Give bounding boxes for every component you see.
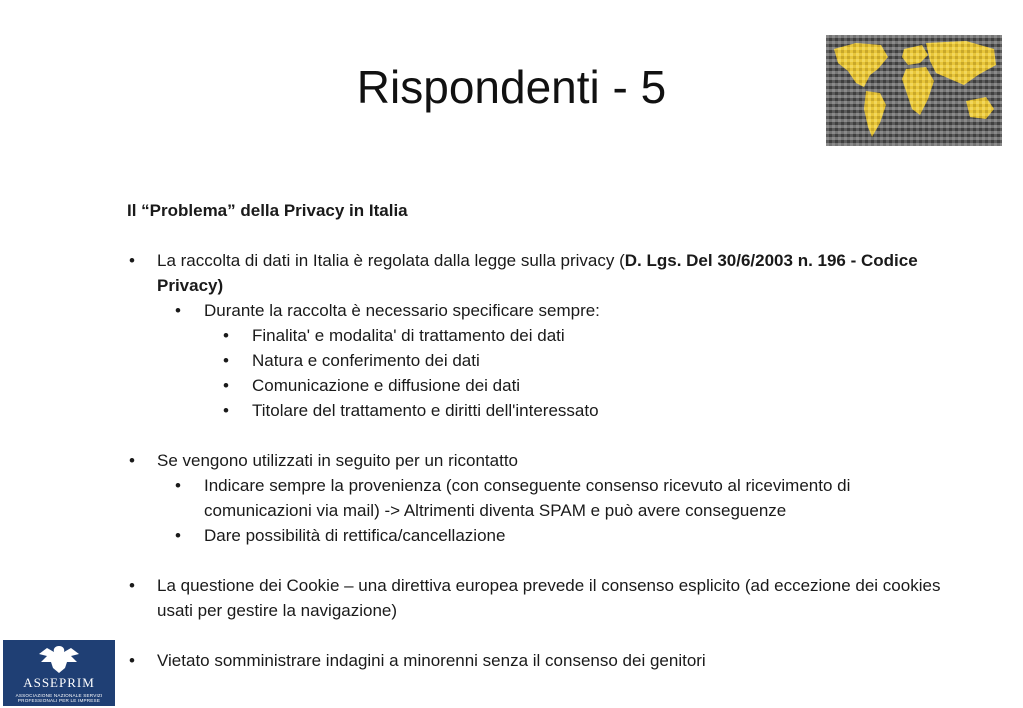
bullet-ricontatto-text: Se vengono utilizzati in seguito per un ricontatto: [157, 451, 519, 470]
slide-content: [127, 198, 947, 673]
bullet-durante: [127, 298, 947, 323]
asseprim-logo: [3, 640, 115, 706]
bullet-marker: •: [129, 251, 135, 270]
eagle-icon: [3, 640, 115, 676]
logo-name: ASSEPRIM: [23, 675, 95, 690]
bullet-marker: •: [175, 526, 181, 545]
bullet-raccolta-text: La raccolta di dati in Italia è regolata dalla legge sulla privacy (: [157, 251, 625, 270]
bullet-marker: •: [223, 376, 229, 395]
bullet-minorenni-text: Vietato somministrare indagini a minorenni senza il consenso dei genitori: [157, 651, 706, 670]
bullet-marker: •: [129, 651, 135, 670]
bullet-marker: •: [129, 576, 135, 595]
bullet-provenienza: [127, 473, 947, 523]
bullet-rettifica-text: Dare possibilità di rettifica/cancellazione: [204, 526, 506, 545]
bullet-rettifica: [127, 523, 947, 548]
bullet-raccolta-law: D. Lgs. Del 30/6/2003 n. 196 - Codice Privacy): [157, 251, 918, 295]
spacer: [127, 423, 947, 448]
bullet-finalita: [127, 323, 947, 348]
bullet-titolare-text: Titolare del trattamento e diritti dell'interessato: [252, 401, 599, 420]
bullet-cookie: [127, 573, 947, 623]
bullet-comunicazione-text: Comunicazione e diffusione dei dati: [252, 376, 521, 395]
bullet-natura-text: Natura e conferimento dei dati: [252, 351, 480, 370]
bullet-marker: •: [175, 301, 181, 320]
bullet-cookie-text: La questione dei Cookie – una direttiva europea prevede il consenso esplicito (ad eccezione dei cookies usati per gestire la navigazione): [157, 576, 941, 620]
bullet-raccolta: [127, 248, 947, 298]
bullet-natura: [127, 348, 947, 373]
world-map-collage-image: [826, 35, 1002, 146]
logo-subtitle-line2: PROFESSIONALI PER LE IMPRESE: [17, 698, 101, 703]
bullet-marker: •: [175, 476, 181, 495]
bullet-finalita-text: Finalita' e modalita' di trattamento dei dati: [252, 326, 565, 345]
bullet-durante-text: Durante la raccolta è necessario specificare sempre:: [204, 301, 600, 320]
bullet-comunicazione: [127, 373, 947, 398]
bullet-marker: •: [223, 401, 229, 420]
spacer: [127, 548, 947, 573]
bullet-minorenni: [127, 648, 947, 673]
bullet-marker: •: [223, 326, 229, 345]
bullet-ricontatto: [127, 448, 947, 473]
spacer: [127, 623, 947, 648]
bullet-marker: •: [129, 451, 135, 470]
bullet-provenienza-text: Indicare sempre la provenienza (con conseguente consenso ricevuto al ricevimento di comunicazioni via mail) -> Altrimenti diventa SPAM e può avere conseguenze: [204, 476, 851, 520]
bullet-titolare: [127, 398, 947, 423]
bullet-marker: •: [223, 351, 229, 370]
section-heading: Il “Problema” della Privacy in Italia: [127, 201, 408, 220]
logo-subtitle-line1: ASSOCIAZIONE NAZIONALE SERVIZI: [15, 693, 103, 698]
slide-title: Rispondenti - 5: [356, 61, 667, 113]
